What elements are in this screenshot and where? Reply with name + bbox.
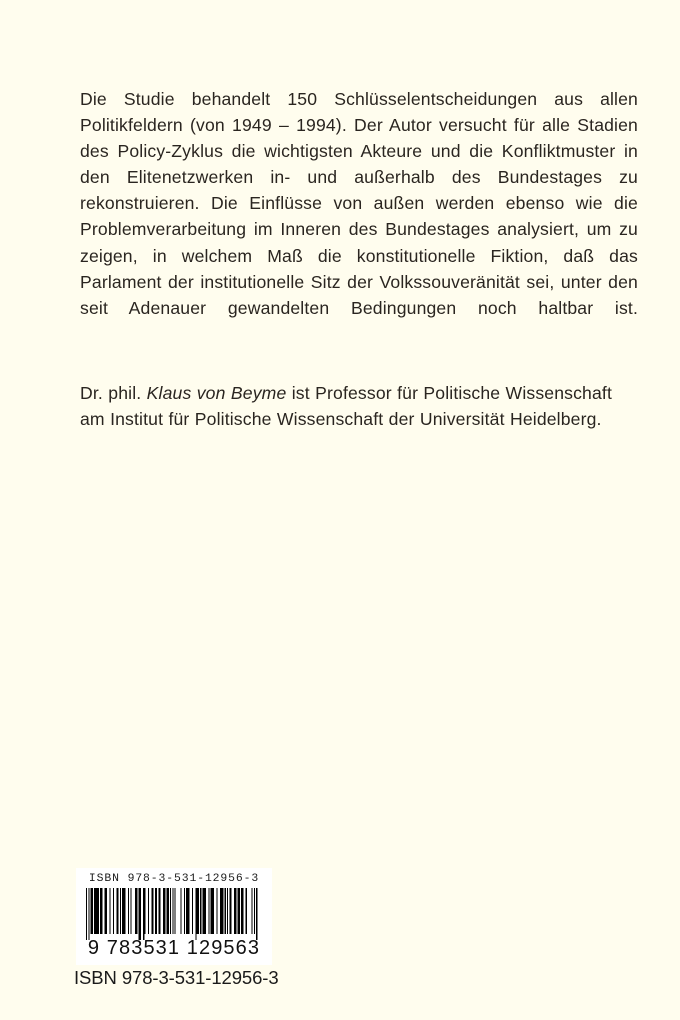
barcode-bars-icon [86,888,262,940]
barcode-white-panel [76,868,272,965]
author-note-prefix: Dr. phil. [80,382,147,403]
barcode-block [74,868,279,989]
barcode-isbn-top-label: ISBN 978-3-531-12956-3 [88,873,260,885]
blurb-paragraph-description: Die Studie behandelt 150 Schlüsselentscheidungen aus allen Politikfeldern (von 1949 – 1994). Der Autor versucht für alle Stadien des Policy-Zyklus die wichtigsten Akteure und die Konfliktmuster in den Elitenetzwerken in- und außerhalb des Bundestages zu rekonstruieren. Die Einflüsse von außen werden ebenso wie die Problemverarbeitung im Inneren des Bundestages analysiert, um zu zeigen, in welchem Maß die konstitutionelle Fiktion, daß das Parlament der institutionelle Sitz der Volkssouveränität sei, unter den seit Adenauer gewandelten Bedingungen noch haltbar ist. [80,89,638,318]
author-name: Klaus von Beyme [146,382,287,403]
blurb-paragraph-author [80,380,638,432]
barcode-isbn-bottom-label: ISBN 978-3-531-12956-3 [74,967,279,988]
author-note-suffix: ist Professor für Politische Wissenschaft am Institut für Politische Wissenschaft der Universität Heidelberg. [80,382,612,430]
barcode-ean-digits: 9 783531 129563 [87,937,261,959]
blurb-text-block [80,86,638,432]
